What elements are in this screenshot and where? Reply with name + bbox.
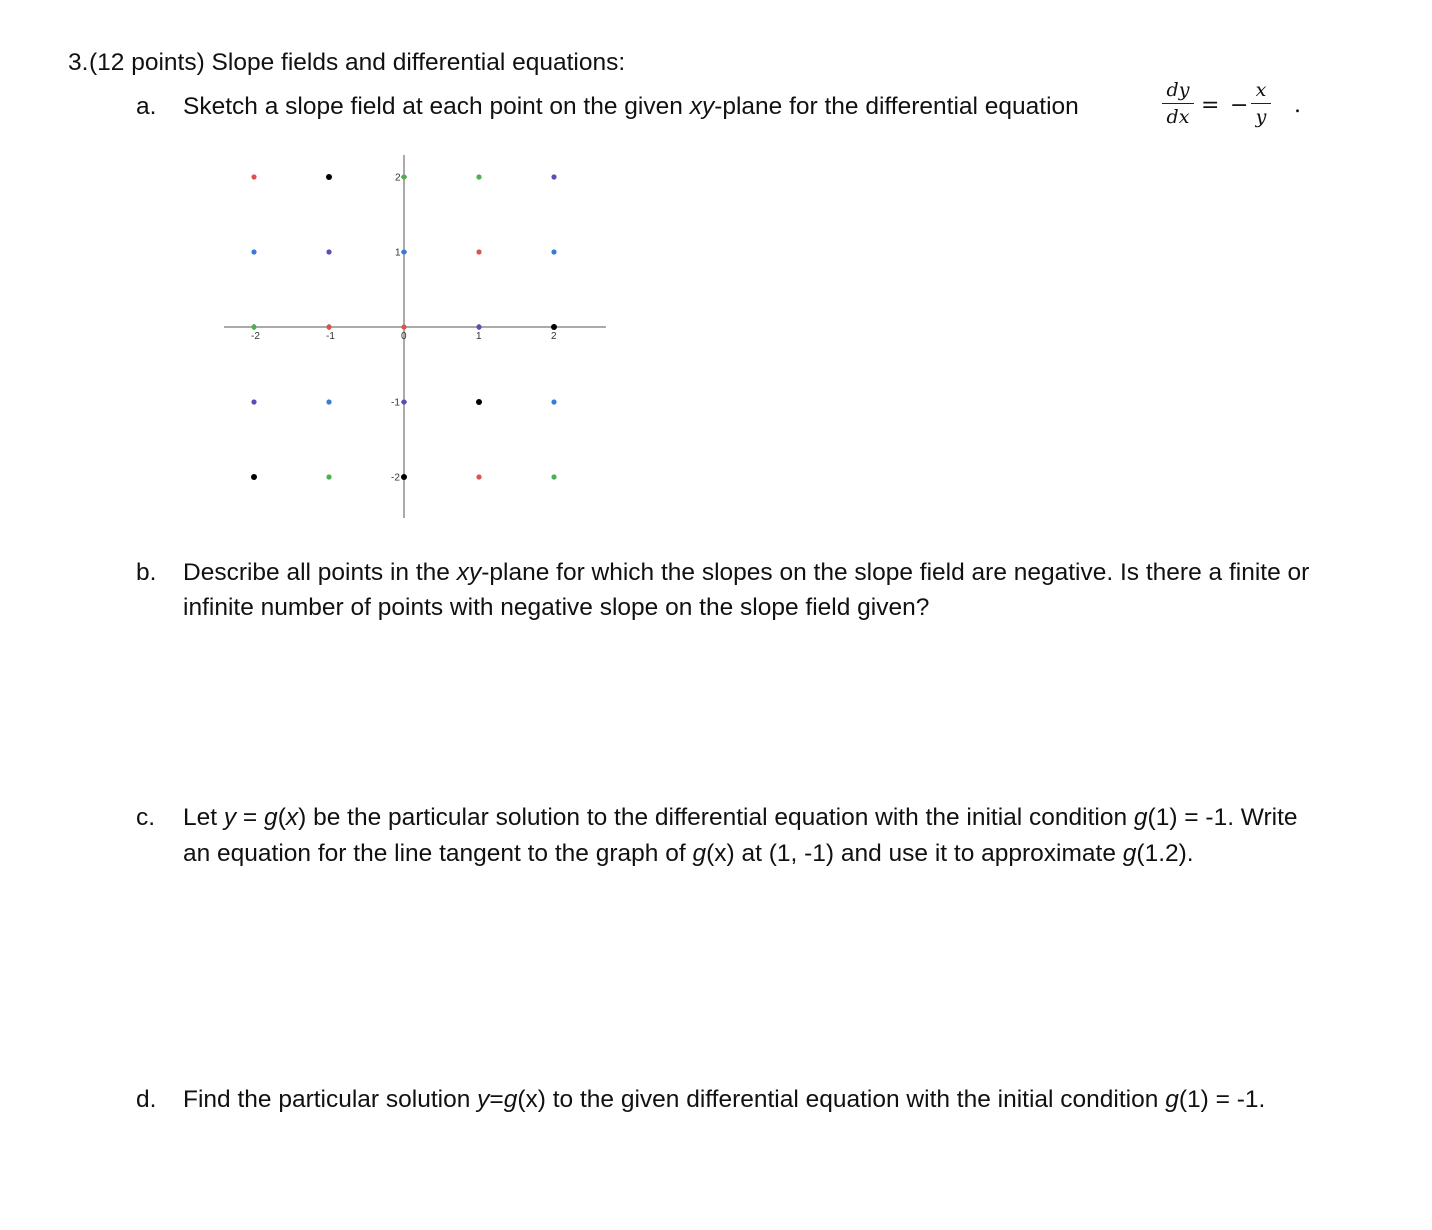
grid-point [251, 249, 256, 254]
grid-point [551, 399, 556, 404]
grid-point [401, 474, 407, 480]
grid-point [251, 399, 256, 404]
grid-point [401, 399, 406, 404]
x-tick-label: -1 [326, 331, 335, 342]
grid-point [401, 174, 406, 179]
x-tick-label: -2 [251, 331, 260, 342]
x-tick-label: 0 [401, 331, 407, 342]
part-b-label: b. [136, 559, 157, 586]
part-c-line2: an equation for the line tangent to the graph of g(x) at (1, -1) and use it to approximate g(1.2). [183, 840, 1194, 867]
grid-point [476, 249, 481, 254]
grid-point [476, 399, 482, 405]
grid-point [326, 399, 331, 404]
part-c-line1: Let y = g(x) be the particular solution to the differential equation with the initial condition g(1) = -1. Write [183, 804, 1298, 831]
equals-sign: = [1201, 93, 1220, 118]
grid-point [251, 474, 257, 480]
part-c-label: c. [136, 804, 156, 831]
grid-point [551, 249, 556, 254]
grid-point [401, 324, 406, 329]
equation-period: . [1294, 93, 1301, 118]
part-a-label: a. [136, 93, 157, 120]
x-tick-label: 1 [476, 331, 482, 342]
part-d-label: d. [136, 1086, 157, 1113]
grid-point [326, 324, 331, 329]
grid-point [551, 324, 557, 330]
part-d-text: Find the particular solution y=g(x) to the given differential equation with the initial condition g(1) = -1. [183, 1086, 1266, 1113]
grid-point [326, 474, 331, 479]
grid-point [251, 324, 256, 329]
y-tick-label: 1 [395, 247, 401, 259]
x-tick-label: 2 [551, 331, 557, 342]
grid-point [401, 249, 406, 254]
y-tick-label: -1 [391, 397, 400, 409]
dy-dx-fraction: dy dx [1162, 79, 1194, 128]
grid-point [476, 324, 481, 329]
grid-point [326, 249, 331, 254]
part-a-text: Sketch a slope field at each point on the given xy-plane for the differential equation [183, 93, 1079, 120]
grid-point [551, 174, 556, 179]
question-header: (12 points) Slope fields and differential equations: [89, 49, 626, 76]
grid-point [476, 174, 481, 179]
y-tick-label: 2 [395, 172, 401, 184]
grid-point [476, 474, 481, 479]
part-b-line2: infinite number of points with negative slope on the slope field given? [183, 594, 930, 621]
grid-point [326, 174, 332, 180]
minus-sign: − [1230, 93, 1249, 118]
grid-point [251, 174, 256, 179]
y-tick-label: -2 [391, 472, 400, 484]
grid-point [551, 474, 556, 479]
part-b-line1: Describe all points in the xy-plane for which the slopes on the slope field are negative. Is there a finite or [183, 559, 1310, 586]
question-number: 3. [68, 49, 89, 76]
x-over-y-fraction: x y [1251, 79, 1271, 128]
